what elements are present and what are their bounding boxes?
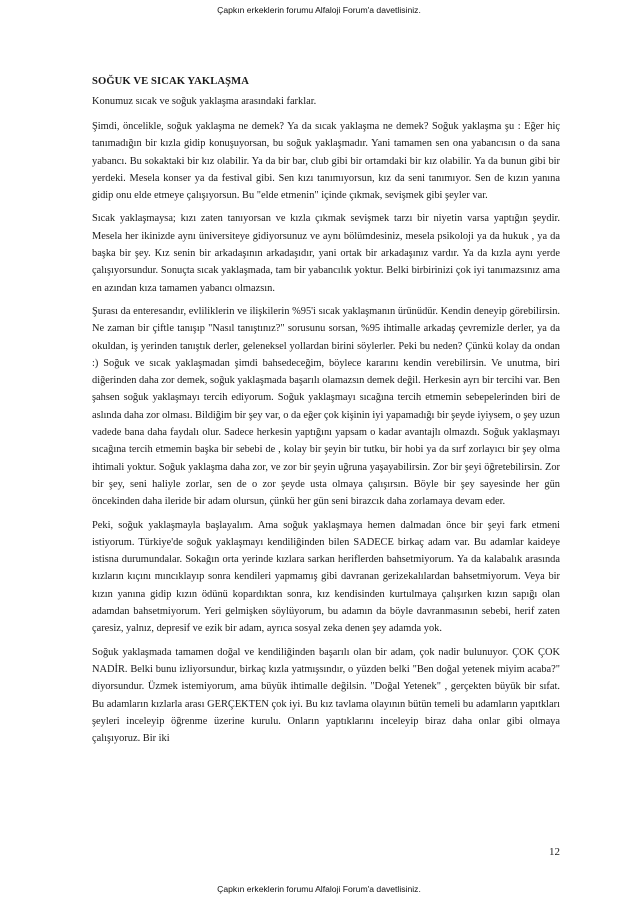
- paragraph-cold-approach-intro: Peki, soğuk yaklaşmayla başlayalım. Ama soğuk yaklaşmaya hemen dalmadan önce bir şeyi fark etmeni istiyorum. Türkiye'de soğuk yaklaşmayı kendiliğinden bilen SADECE birkaç adam var. Bu adamlar kaideye istisna durumundalar. Sokağın orta yerinde kızlara sarkan heriflerden bahsetmiyorum. Ya da kalabalık arasında kızların kıçını mıncıklayıp sonra kendileri yapmamış gibi davranan gerizekalılardan bahsetmiyorum. Veya bir kızın yanına gidip kızın ödünü kopardıktan sonra, kız kendisinden kurtulmaya çalışırken kızın sapığı olan adamdan bahsetmiyorum. Yeri gelmişken söylüyorum, bu adamın da böyle davranmasının sebebi, herif zaten çaresiz, yalnız, depresif ve ezik bir adam, ayrıca sosyal zeka denen şey adamda yok.: [92, 519, 560, 635]
- paragraph-natural-talent: Soğuk yaklaşmada tamamen doğal ve kendiliğinden başarılı olan bir adam, çok nadir bulunuyor. ÇOK ÇOK NADİR. Belki bunu izliyorsundur, birkaç kızla yatmışsındır, o yüzden belki "Ben doğal yetenek miyim acaba?" diyorsundur. Üzmek istemiyorum, ama büyük ihtimalle değilsin. "Doğal Yetenek" , gerçekten büyük bir sıfat. Bu adamların kızlarla arası GERÇEKTEN çok iyi. Bu kız tavlama olayının bütün temeli bu adamların yapıtkları şeyleri inceleyip öğrenme üzerine kurulu. Onların yaptıklarını inceleyip biraz daha onlar gibi olmaya çalışıyoruz. Bir iki: [92, 646, 560, 745]
- document-body: [92, 76, 560, 753]
- page-footer: Çapkın erkeklerin forumu Alfaloji Forum'a davetlisiniz.: [217, 884, 421, 894]
- paragraph-warm-approach-definition: Sıcak yaklaşmaysa; kızı zaten tanıyorsan ve kızla çıkmak sevişmek tarzı bir niyetin varsa yaptığın şeydir. Mesela her ikinizde aynı üniversiteye gidiyorsunuz ve aynı bölümdesiniz, mesela psikoloji ya da hukuk , ya da başka bir şey. Kız senin bir arkadaşının arkadaşıdır, yani ortak bir arkadaşınız vardır. Ya da kızla aynı yerde çalışıyorsundur. Sonuçta sıcak yaklaşmada, tam bir yabancılık yoktur. Belki birbirinizi çok iyi tanımazsınız ama en azından kıza tamamen yabancı olmazsın.: [92, 213, 560, 294]
- section-title: SOĞUK VE SICAK YAKLAŞMA: [92, 76, 250, 87]
- page-header: Çapkın erkeklerin forumu Alfaloji Forum'a davetlisiniz.: [217, 5, 421, 15]
- page-number: 12: [549, 846, 560, 858]
- section-subtitle: Konumuz sıcak ve soğuk yaklaşma arasındaki farklar.: [92, 96, 317, 107]
- paragraph-statistics-and-preference: Şurası da enteresandır, evliliklerin ve ilişkilerin %95'i sıcak yaklaşmanın ürünüdür. Kendin deneyip görebilirsin. Ne zaman bir çiftle tanışıp "Nasıl tanıştınız?" sorusunu sorsan, %95 ihtimalle arkadaş çevremizle derler, ya da okuldan, iş yerinden tanıştık derler, geleneksel yollardan birini söylerler. Peki bu neden? Çünkü kolay da ondan :) Soğuk ve sıcak yaklaşmadan şimdi bahsedeceğim, böylece kararını kendin verebilirsin. Ve unutma, biri diğerinden daha zor demek, soğuk yaklaşmada başarılı olamazsın demek değil. Herkesin ayrı bir tercihi var. Ben şahsen soğuk yaklaşmayı tercih ediyorum. Soğuk yaklaşmayı sıcağına tercih etmemin sebepelerinden biri de aslında daha zor olması. Bildiğim bir şey var, o da eğer çok kişinin iyi yapamadığı bir şeyde iyiysem, o şey uzun vadede bana daha faydalı olur. Sadece herkesin yaptığını yapsam o kadar avantajlı olmazdı. Soğuk yaklaşmayı sıcağına tercih etmemin başka bir sebebi de , kolay bir şeyin bir tutku, bir hobi ya da sırf zorlayıcı bir şey olma ihtimali yoktur. Soğuk yaklaşma daha zor, ve zor bir şeyin uğruna yaşayabilirsin. Zor bir şeyi öğretebilirsin. Zor bir şey, seni haliyle zorlar, sen de o zor şeyde usta olmaya çalışırsın. Böyle bir şey sayesinde her gün öncekinden daha ileride bir adam olursun, çünkü her gün seni birazcık daha zorlamaya devam eder.: [92, 305, 560, 508]
- paragraph-cold-approach-definition: Şimdi, öncelikle, soğuk yaklaşma ne demek? Ya da sıcak yaklaşma ne demek? Soğuk yaklaşma şu : Eğer hiç tanımadığın bir kızla gidip konuşuyorsan, bu soğuk yaklaşmadır. Yani tamamen sen ona yabancısın o da sana yabancı. Bu sokaktaki bir kız olabilir. Ya da bir bar, club gibi bir ortamdaki bir kız olabilir. Ya da bunun gibi bir yerdeki. Mesela konser ya da festival gibi. Sen kızı tanımıyorsun, kız da seni tanımıyor. Sen de kızın yanına gidip onu elde etmeye çalışıyorsun. Bu "elde etmenin" içinde çıkmak, sevişmek gibi şeyler var.: [92, 121, 560, 202]
